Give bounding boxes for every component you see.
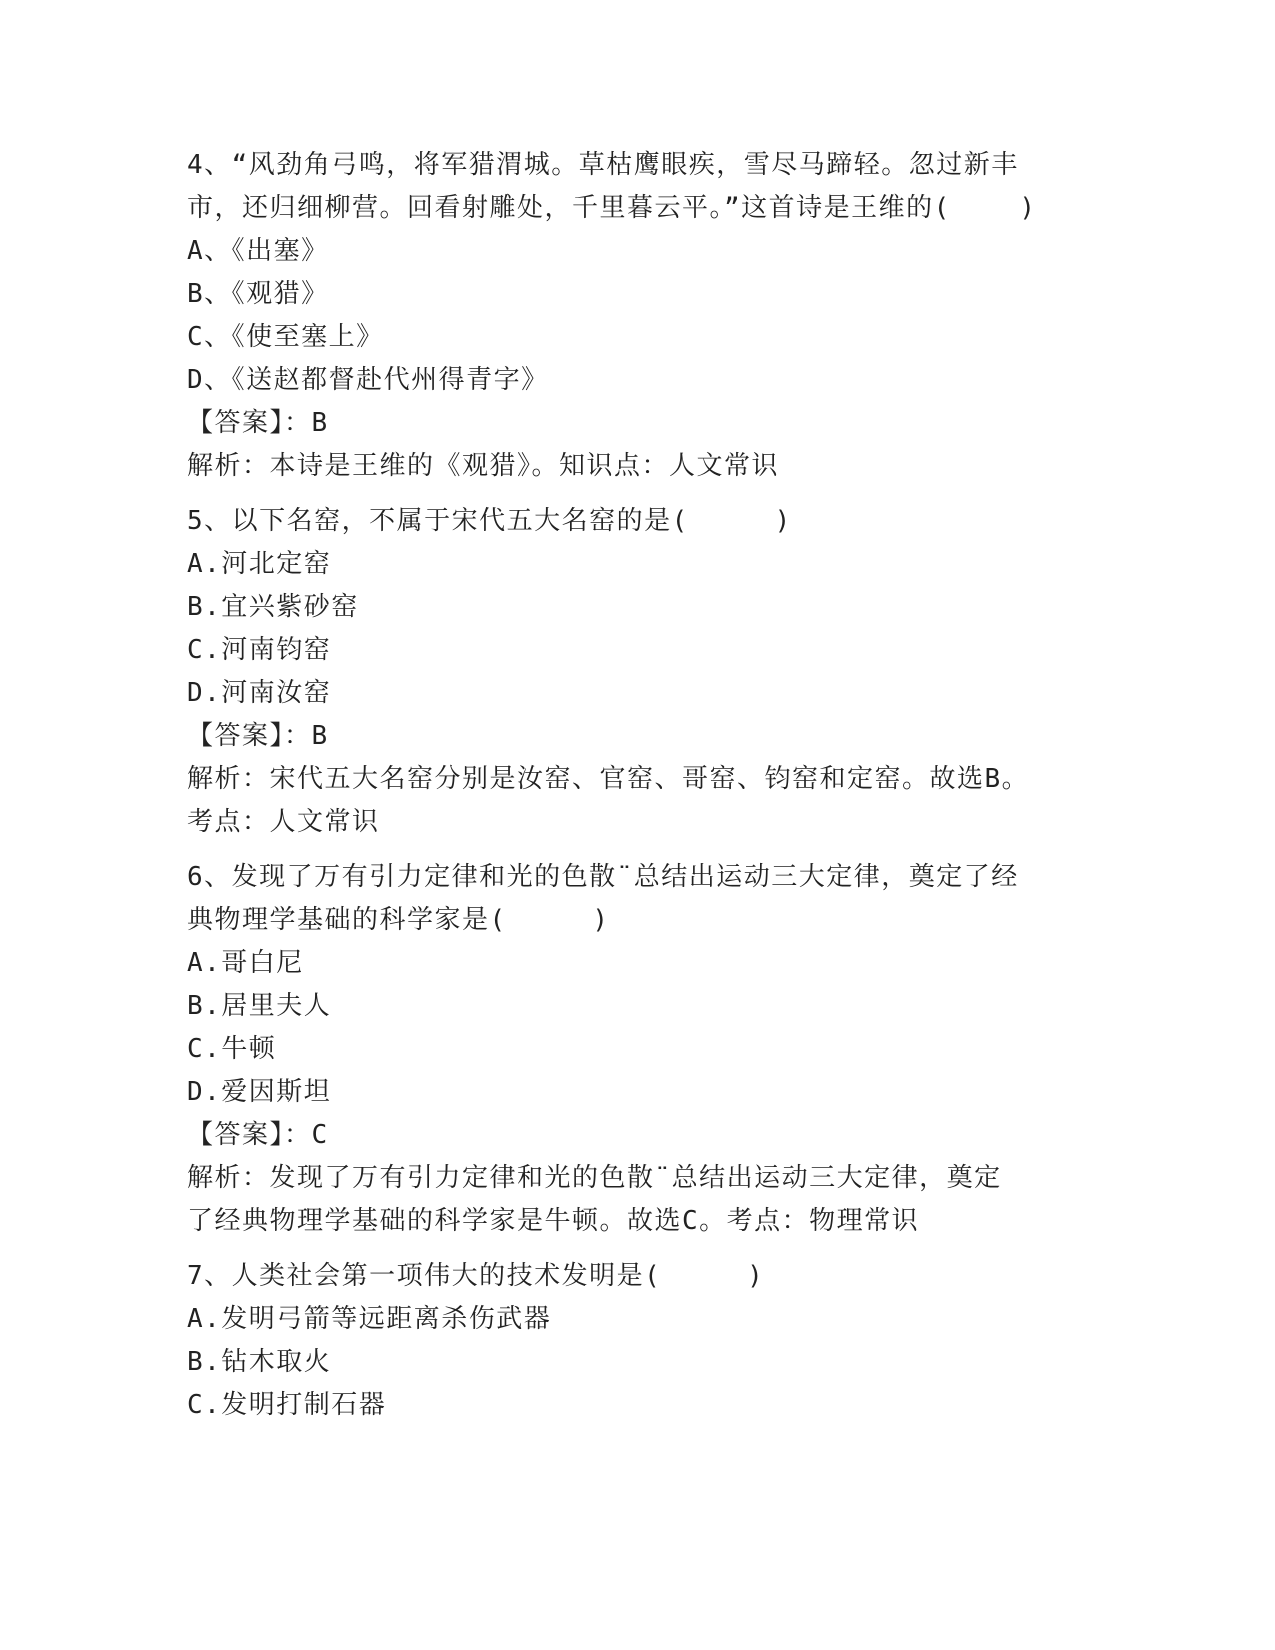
option-a: A.发明弓箭等远距离杀伤武器 xyxy=(187,1304,552,1334)
option-c: C.发明打制石器 xyxy=(187,1390,387,1420)
explanation-line: 了经典物理学基础的科学家是牛顿。故选C。考点：物理常识 xyxy=(187,1206,920,1236)
answer: 【答案】：C xyxy=(187,1120,329,1150)
option-a: A.哥白尼 xyxy=(187,948,304,978)
answer: 【答案】：B xyxy=(187,408,329,438)
question-stem-line: 市，还归细柳营。回看射雕处，千里暮云平。”这首诗是王维的( ) xyxy=(187,193,1037,223)
option-c: C、《使至塞上》 xyxy=(187,322,384,352)
option-c: C.牛顿 xyxy=(187,1034,277,1064)
option-d: D.河南汝窑 xyxy=(187,678,332,708)
option-b: B.钻木取火 xyxy=(187,1347,332,1377)
question-6 xyxy=(187,856,1087,1243)
explanation-line: 解析：宋代五大名窑分别是汝窑、官窑、哥窑、钧窑和定窑。故选B。 xyxy=(187,764,1030,794)
option-d: D、《送赵都督赴代州得青字》 xyxy=(187,365,549,395)
option-c: C.河南钧窑 xyxy=(187,635,332,665)
question-stem-line: 4、“风劲角弓鸣，将军猎渭城。草枯鹰眼疾，雪尽马蹄轻。忽过新丰 xyxy=(187,150,1019,180)
option-b: B、《观猎》 xyxy=(187,279,329,309)
question-stem-line: 6、发现了万有引力定律和光的色散¨总结出运动三大定律，奠定了经 xyxy=(187,862,1019,892)
option-b: B.居里夫人 xyxy=(187,991,332,1021)
question-stem-line: 典物理学基础的科学家是( ) xyxy=(187,905,610,935)
question-4 xyxy=(187,144,1087,488)
explanation-line: 解析：发现了万有引力定律和光的色散¨总结出运动三大定律，奠定 xyxy=(187,1163,1002,1193)
question-stem-line: 5、以下名窑，不属于宋代五大名窑的是( ) xyxy=(187,506,792,536)
explanation-line: 解析：本诗是王维的《观猎》。知识点：人文常识 xyxy=(187,451,780,481)
option-d: D.爱因斯坦 xyxy=(187,1077,332,1107)
document-page xyxy=(187,144,1087,1427)
question-5 xyxy=(187,500,1087,844)
explanation-line: 考点：人文常识 xyxy=(187,807,380,837)
option-a: A.河北定窑 xyxy=(187,549,332,579)
option-a: A、《出塞》 xyxy=(187,236,329,266)
question-7 xyxy=(187,1255,1087,1427)
question-stem-line: 7、人类社会第一项伟大的技术发明是( ) xyxy=(187,1261,765,1291)
option-b: B.宜兴紫砂窑 xyxy=(187,592,359,622)
answer: 【答案】：B xyxy=(187,721,329,751)
